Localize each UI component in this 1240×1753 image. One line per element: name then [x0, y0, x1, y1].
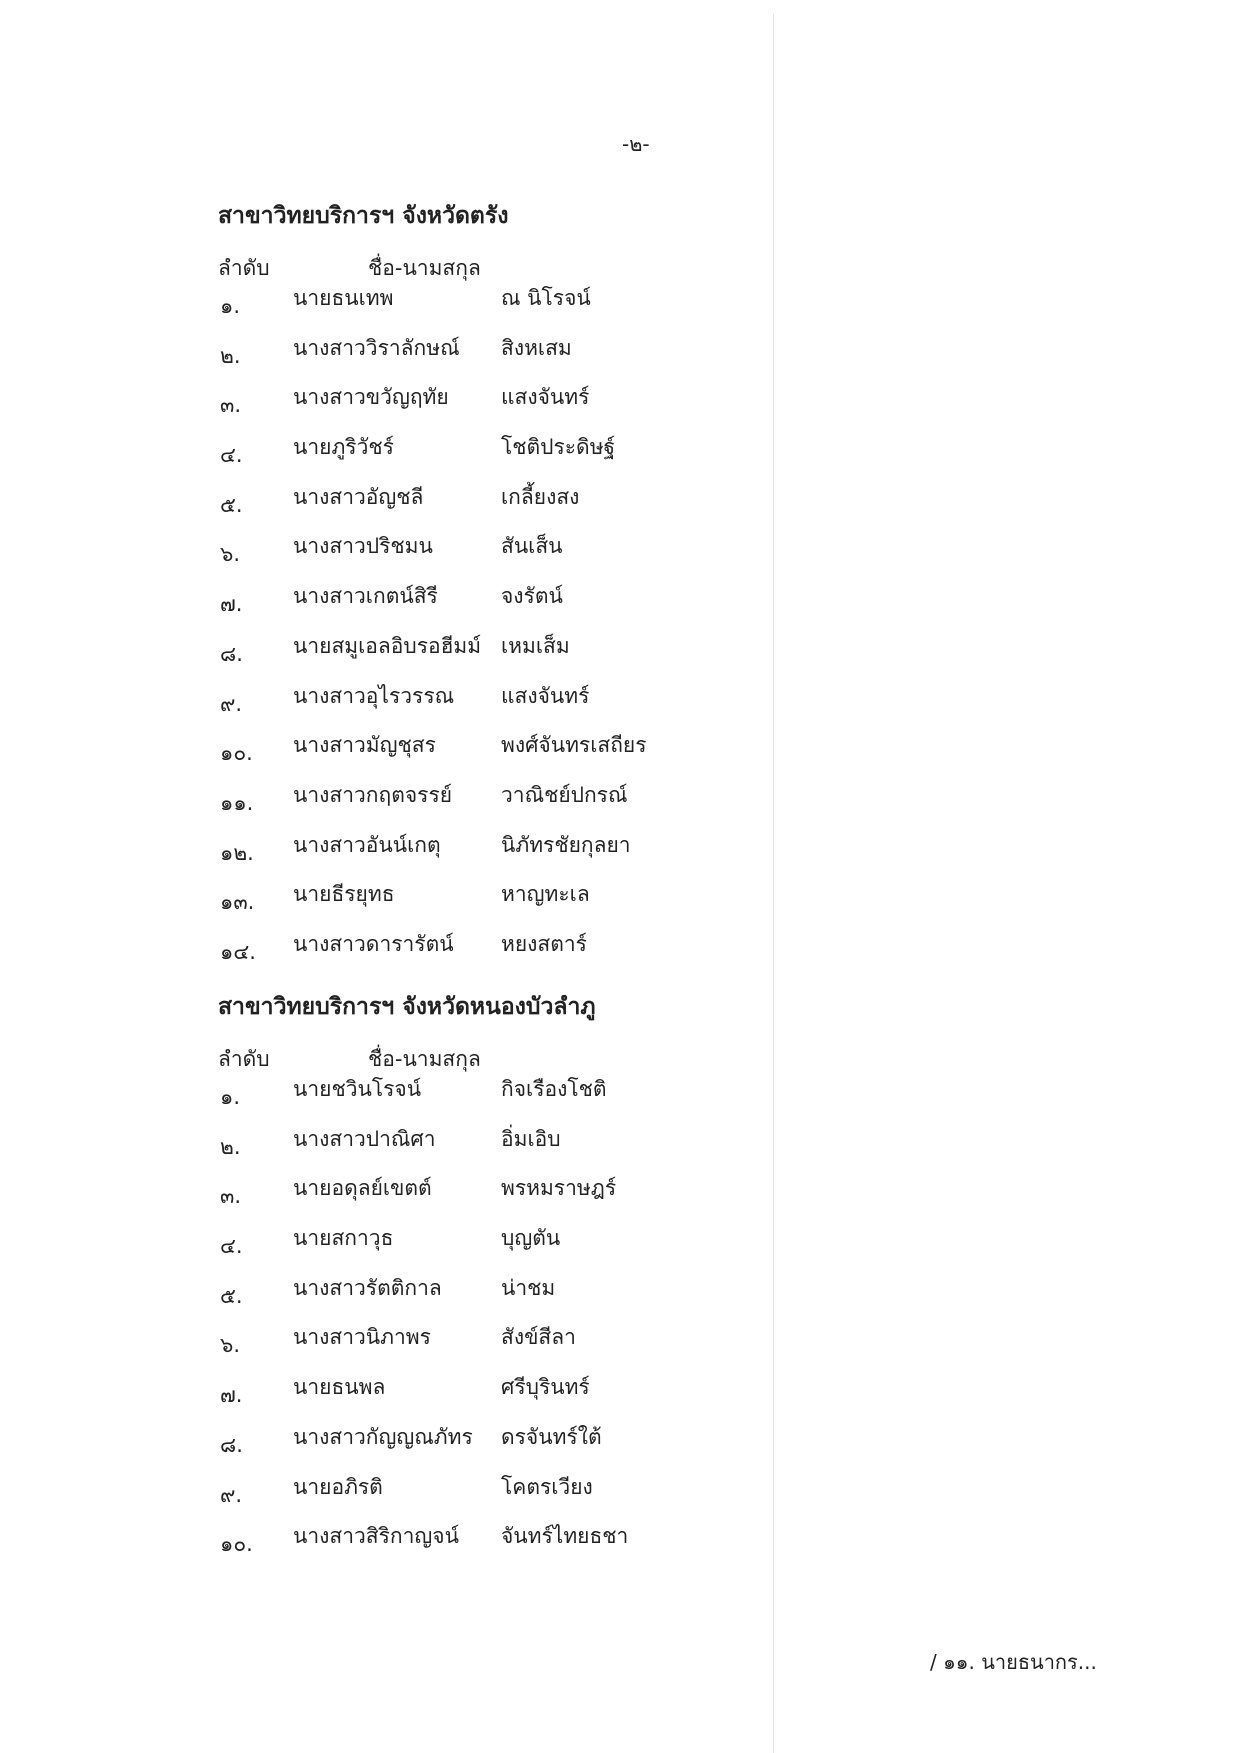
first-name: นางสาวอุไรวรรณ: [293, 683, 455, 708]
column-header-name: ชื่อ-นามสกุล: [368, 256, 481, 280]
last-name: หยงสตาร์: [501, 931, 587, 956]
first-name: นายธนพล: [293, 1375, 386, 1400]
list-item: [218, 878, 738, 928]
section-title: สาขาวิทยบริการฯ จังหวัดตรัง: [218, 203, 509, 229]
item-number: ๖.: [220, 542, 241, 567]
last-name: สันเส็น: [501, 534, 563, 559]
last-name: โชติประดิษฐ์: [501, 435, 616, 460]
last-name: น่าชม: [501, 1275, 556, 1300]
item-number: ๙.: [220, 691, 243, 716]
list-item: [218, 282, 738, 332]
section-title: สาขาวิทยบริการฯ จังหวัดหนองบัวลำภู: [218, 994, 596, 1020]
column-header-name: ชื่อ-นามสกุล: [368, 1047, 481, 1071]
first-name: นายธนเทพ: [293, 286, 394, 310]
item-number: ๘.: [220, 1432, 243, 1457]
list-item: [218, 481, 738, 531]
name-list: [218, 1073, 738, 1570]
first-name: นางสาวอัญชลี: [293, 484, 424, 509]
first-name: นางสาวรัตติกาล: [293, 1275, 442, 1300]
list-item: [218, 1272, 738, 1322]
last-name: อิ่มเอิบ: [501, 1126, 561, 1151]
item-number: ๑๑.: [220, 790, 254, 815]
column-header-number: ลำดับ: [218, 256, 270, 280]
first-name: นางสาวเกตน์สิรี: [293, 584, 438, 609]
item-number: ๗.: [220, 1383, 243, 1408]
first-name: นางสาวมัญชุสร: [293, 733, 436, 758]
item-number: ๗.: [220, 592, 243, 617]
section-nongbualamphu: [218, 996, 738, 1570]
list-item: [218, 381, 738, 431]
table-header: [218, 252, 738, 282]
table-header: [218, 1043, 738, 1073]
list-item: [218, 332, 738, 382]
item-number: ๑.: [220, 1085, 241, 1109]
section-trang: [218, 205, 738, 978]
first-name: นางสาวปาณิศา: [293, 1126, 436, 1151]
item-number: ๒.: [220, 1134, 241, 1159]
list-item: [218, 431, 738, 481]
item-number: ๑๐.: [220, 741, 253, 766]
item-number: ๓.: [220, 1184, 242, 1209]
list-item: [218, 580, 738, 630]
first-name: นายอภิรติ: [293, 1474, 383, 1499]
list-item: [218, 1222, 738, 1272]
last-name: นิภัทรชัยกุลยา: [501, 832, 631, 857]
list-item: [218, 1421, 738, 1471]
item-number: ๔.: [220, 1234, 243, 1259]
first-name: นายธีรยุทธ: [293, 882, 395, 907]
first-name: นายสมูเอลอิบรอฮีมม์: [293, 633, 482, 658]
first-name: นางสาวนิภาพร: [293, 1325, 431, 1350]
last-name: พรหมราษฎร์: [501, 1176, 617, 1201]
item-number: ๑๔.: [220, 939, 256, 964]
page-fold-line: [773, 14, 774, 1753]
item-number: ๙.: [220, 1482, 243, 1507]
list-item: [218, 928, 738, 978]
list-item: [218, 1172, 738, 1222]
first-name: นางสาวสิริกาญจน์: [293, 1524, 459, 1549]
first-name: นางสาวกฤตจรรย์: [293, 782, 453, 807]
list-item: [218, 829, 738, 879]
list-item: [218, 1321, 738, 1371]
last-name: ศรีบุรินทร์: [501, 1375, 590, 1400]
list-item: [218, 1371, 738, 1421]
first-name: นายชวินโรจน์: [293, 1077, 422, 1101]
item-number: ๑๒.: [220, 840, 254, 865]
first-name: นายอดุลย์เขตต์: [293, 1176, 432, 1201]
item-number: ๕.: [220, 1283, 243, 1308]
last-name: วาณิชย์ปกรณ์: [501, 782, 628, 807]
last-name: เกลี้ยงสง: [501, 484, 580, 509]
list-item: [218, 1520, 738, 1570]
item-number: ๑๐.: [220, 1532, 253, 1557]
last-name: สังข์สีลา: [501, 1325, 576, 1350]
list-item: [218, 680, 738, 730]
first-name: นางสาวดารารัตน์: [293, 931, 454, 956]
list-item: [218, 1073, 738, 1123]
list-item: [218, 1123, 738, 1173]
last-name: กิจเรืองโชติ: [501, 1077, 607, 1101]
first-name: นางสาวอันน์เกตุ: [293, 832, 441, 857]
last-name: แสงจันทร์: [501, 385, 590, 410]
first-name: นางสาววิราลักษณ์: [293, 335, 460, 360]
last-name: จันทร์ไทยธชา: [501, 1524, 629, 1549]
last-name: แสงจันทร์: [501, 683, 590, 708]
list-item: [218, 530, 738, 580]
first-name: นายภูริวัชร์: [293, 435, 394, 460]
last-name: จงรัตน์: [501, 584, 563, 609]
last-name: โคตรเวียง: [501, 1474, 593, 1499]
first-name: นางสาวขวัญฤทัย: [293, 385, 449, 410]
item-number: ๕.: [220, 492, 243, 517]
last-name: หาญทะเล: [501, 882, 590, 907]
column-header-number: ลำดับ: [218, 1047, 270, 1071]
last-name: สิงหเสม: [501, 335, 572, 360]
list-item: [218, 1471, 738, 1521]
item-number: ๔.: [220, 443, 243, 468]
item-number: ๘.: [220, 641, 243, 666]
first-name: นายสกาวุธ: [293, 1226, 394, 1251]
list-item: [218, 779, 738, 829]
page-number: -๒-: [622, 132, 650, 156]
first-name: นางสาวกัญญณภัทร: [293, 1424, 473, 1449]
continuation-note: / ๑๑. นายธนากร...: [930, 1650, 1097, 1674]
item-number: ๓.: [220, 393, 242, 418]
last-name: พงศ์จันทรเสถียร: [501, 733, 647, 758]
item-number: ๒.: [220, 343, 241, 368]
item-number: ๑.: [220, 294, 241, 318]
list-item: [218, 729, 738, 779]
item-number: ๑๓.: [220, 890, 255, 915]
last-name: บุญตัน: [501, 1226, 561, 1251]
item-number: ๖.: [220, 1333, 241, 1358]
first-name: นางสาวปริชมน: [293, 534, 433, 559]
last-name: ณ นิโรจน์: [501, 286, 591, 310]
name-list: [218, 282, 738, 978]
list-item: [218, 630, 738, 680]
last-name: เหมเส็ม: [501, 633, 570, 658]
last-name: ดรจันทร์ใต้: [501, 1424, 602, 1449]
